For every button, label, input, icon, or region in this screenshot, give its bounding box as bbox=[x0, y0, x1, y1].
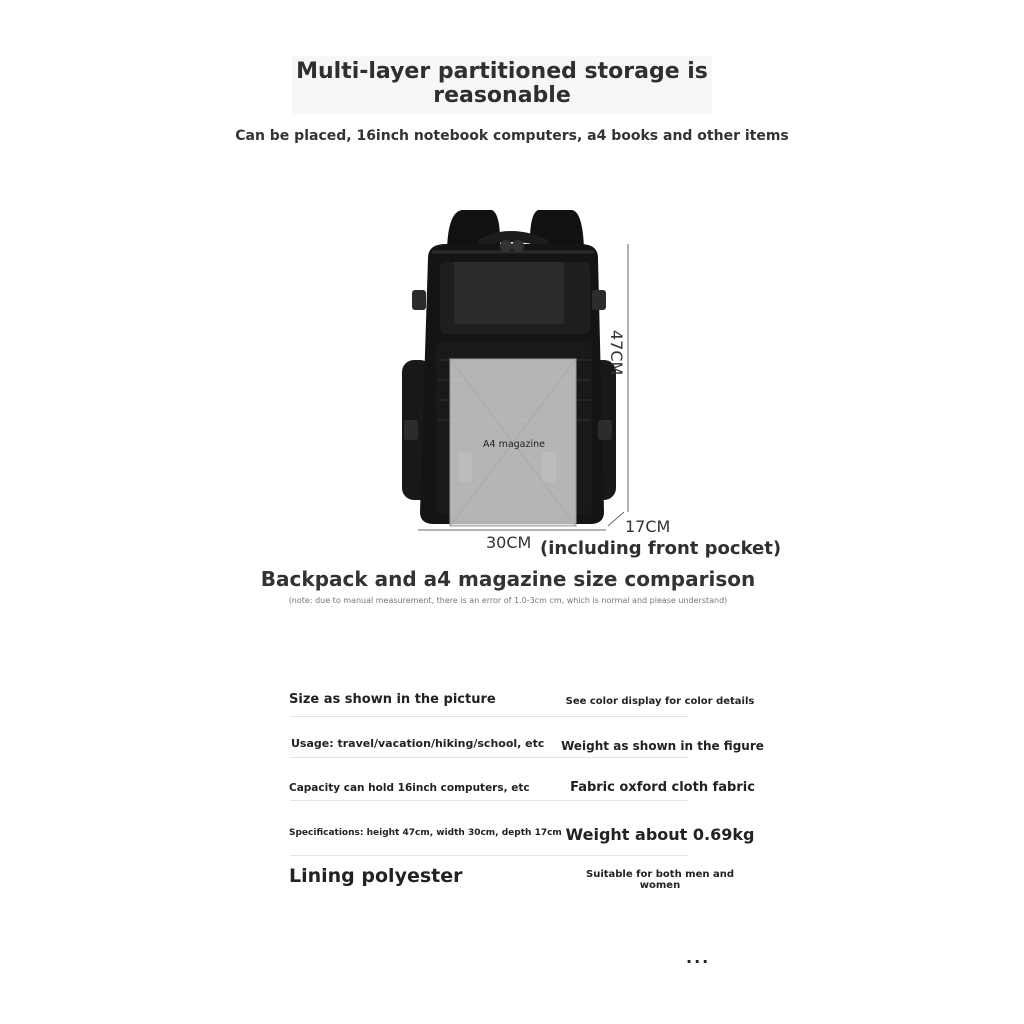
spec-right-3: Fabric oxford cloth fabric bbox=[570, 780, 755, 795]
height-label: 47CM bbox=[607, 330, 626, 376]
spec-right-4: Weight about 0.69kg bbox=[565, 825, 755, 844]
spec-left-1: Size as shown in the picture bbox=[289, 692, 496, 707]
spec-left-3: Capacity can hold 16inch computers, etc bbox=[289, 782, 530, 794]
measurement-note: (note: due to manual measurement, there is an error of 1.0-3cm cm, which is normal and please understand) bbox=[288, 596, 728, 605]
spec-left-5: Lining polyester bbox=[289, 865, 463, 887]
width-label: 30CM bbox=[486, 533, 532, 552]
divider bbox=[290, 855, 688, 856]
a4-label: A4 magazine bbox=[483, 439, 545, 450]
buckle bbox=[412, 290, 426, 310]
velcro-patch bbox=[454, 262, 564, 324]
spec-right-1: See color display for color details bbox=[565, 696, 755, 707]
comparison-title: Backpack and a4 magazine size comparison bbox=[260, 567, 756, 591]
spec-right-5: Suitable for both men and women bbox=[586, 869, 734, 891]
divider bbox=[290, 716, 688, 717]
depth-label: 17CM bbox=[625, 517, 671, 536]
spec-left-2: Usage: travel/vacation/hiking/school, etc bbox=[291, 737, 545, 750]
depth-dimension-line bbox=[608, 512, 624, 526]
page-title: Multi-layer partitioned storage is reasonable bbox=[296, 59, 708, 108]
spec-right-2: Weight as shown in the figure bbox=[561, 739, 764, 753]
zipper-pull bbox=[500, 240, 512, 252]
depth-note: (including front pocket) bbox=[540, 538, 782, 559]
spec-left-4: Specifications: height 47cm, width 30cm, depth 17cm bbox=[289, 828, 562, 838]
more-indicator: ... bbox=[686, 948, 711, 967]
divider bbox=[290, 757, 688, 758]
divider bbox=[290, 800, 688, 801]
page-subtitle: Can be placed, 16inch notebook computers, a4 books and other items bbox=[235, 128, 789, 144]
